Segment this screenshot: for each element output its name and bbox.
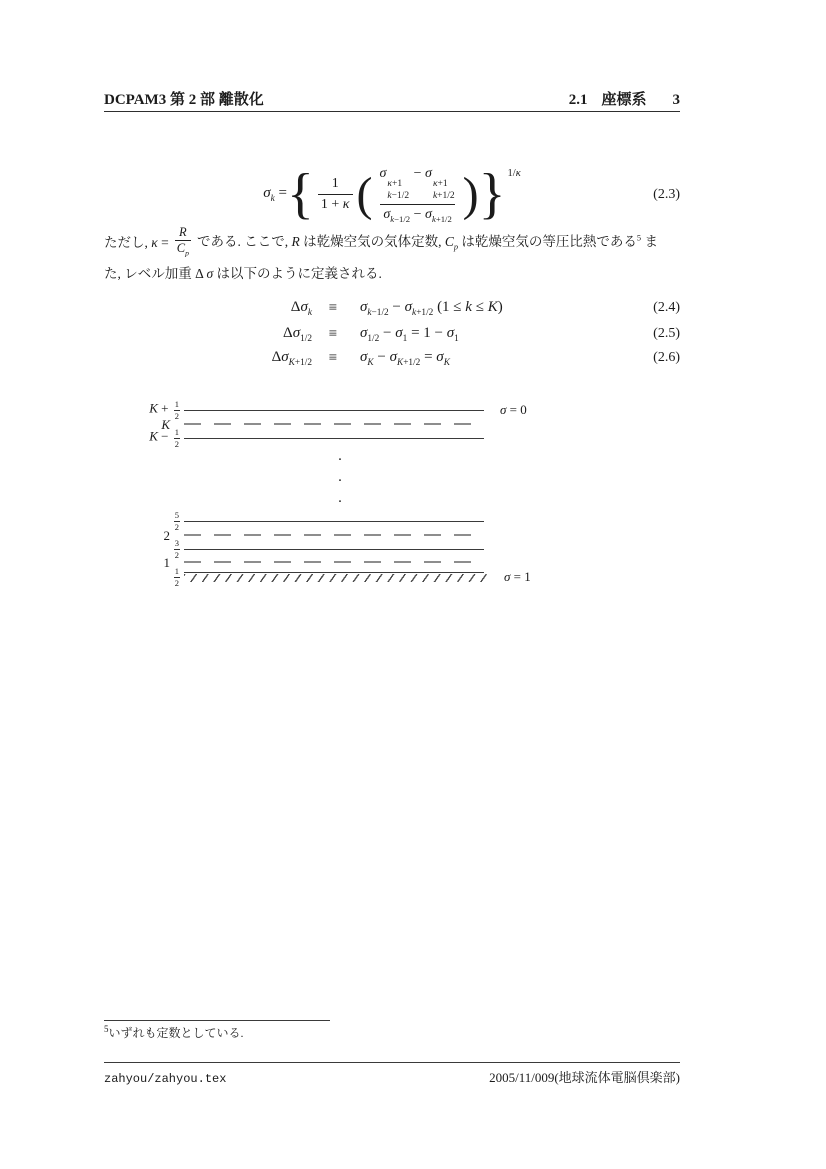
ellipsis-dot: · — [337, 494, 343, 510]
level-label: K − $\frac{1}{2}$ — [149, 427, 179, 449]
eq26-rhs: $\sigma_K - \sigma_{K+1/2} = \sigma_K$ — [360, 348, 450, 368]
ellipsis-dot: · — [337, 452, 343, 468]
level-label: 2 — [163, 527, 170, 543]
equation-2-3-math — [263, 165, 521, 225]
surface-line — [184, 572, 484, 573]
kappa-fraction — [175, 225, 191, 258]
header-section-title: 座標系 — [601, 92, 647, 108]
equation-2-6 — [104, 345, 680, 371]
footer-rule — [104, 1062, 680, 1063]
footer-date-credit: 2005/11/009(地球流体電脳倶楽部) — [489, 1070, 680, 1085]
paragraph-line-2: た, レベル加重 Δ σ は以下のように定義される. — [104, 266, 382, 281]
header-section — [569, 88, 680, 109]
level-row-1/2-surface — [104, 566, 664, 588]
coef-numerator: 1 — [331, 176, 339, 192]
coefficient-fraction — [318, 175, 353, 214]
header-chapter-title: DCPAM3 第 2 部 離散化 — [104, 92, 264, 108]
footnote-rule — [104, 1020, 330, 1021]
header-rule — [104, 111, 680, 112]
eq25-lhs: $\Delta\sigma_{1/2}$ — [283, 324, 312, 344]
footnote-text: いずれも定数としている. — [108, 1026, 244, 1040]
equation-number: (2.6) — [653, 350, 680, 365]
half-level-line — [184, 549, 484, 550]
full-level-line — [184, 561, 484, 563]
page-header — [104, 88, 680, 109]
equation-number: (2.5) — [653, 326, 680, 341]
vertical-ellipsis — [330, 450, 350, 513]
equation-2-5 — [104, 321, 680, 347]
level-label: $\frac{3}{2}$ — [174, 538, 179, 560]
eq24-relation: ≡ — [328, 299, 338, 316]
main-fraction — [377, 165, 459, 225]
level-label: K — [161, 416, 170, 432]
eq26-lhs: $\Delta\sigma_{K+1/2}$ — [271, 348, 312, 368]
left-paren: ( — [356, 167, 373, 221]
ellipsis-dot: · — [337, 473, 343, 489]
main-denominator: $\sigma_{k-1/2} - \sigma_{k+1/2}$ — [380, 204, 454, 225]
coef-denominator: 1 + κ — [318, 194, 353, 214]
half-level-line — [184, 521, 484, 522]
right-paren: ) — [462, 167, 479, 221]
full-level-line — [184, 423, 484, 425]
eq24-rhs: $\sigma_{k-1/2} - \sigma_{k+1/2}$ (1 ≤ k ≤ K) — [360, 298, 503, 318]
page-footer — [104, 1067, 680, 1086]
level-label: $\frac{5}{2}$ — [174, 510, 179, 532]
footnote — [104, 1024, 244, 1041]
eq23-lhs: $\sigma_k$ = — [263, 185, 287, 205]
surface-hatching — [184, 574, 488, 582]
kappa-frac-denominator: $C_p$ — [176, 240, 189, 258]
ground-surface — [184, 572, 488, 582]
sigma-levels-figure — [104, 400, 664, 600]
footnote-marker: 5 — [104, 1024, 109, 1034]
equation-2-4 — [104, 295, 680, 321]
sigma-bottom-label: σ = 1 — [504, 569, 531, 584]
level-label: $\frac{1}{2}$ — [174, 566, 179, 588]
equation-number: (2.4) — [653, 300, 680, 315]
eq25-rhs: $\sigma_{1/2} - \sigma_1 = 1 - \sigma_1$ — [360, 324, 459, 344]
left-brace: { — [287, 163, 314, 226]
equation-number: (2.3) — [653, 187, 680, 202]
header-page-number: 3 — [672, 92, 680, 108]
level-label: K + $\frac{1}{2}$ — [149, 399, 179, 421]
footer-filename: zahyou/zahyou.tex — [104, 1072, 227, 1086]
full-level-line — [184, 534, 484, 536]
half-level-line — [184, 410, 484, 411]
level-row-K-1/2 — [104, 427, 664, 449]
eq25-relation: ≡ — [328, 325, 338, 342]
paragraph-line1-post: である. ここで, R は乾燥空気の気体定数, $C_p$ は乾燥空気の等圧比熱である$^5$ ま — [196, 233, 658, 252]
paragraph-line1-pre: ただし, κ = — [104, 235, 169, 250]
header-section-number: 2.1 — [568, 92, 588, 108]
eq24-lhs: $\Delta\sigma_k$ — [290, 298, 312, 318]
kappa-frac-numerator: R — [179, 224, 187, 239]
body-paragraph — [104, 222, 704, 282]
sigma-top-label: σ = 0 — [500, 402, 527, 417]
level-label: 1 — [163, 554, 170, 570]
outer-exponent: 1/κ — [507, 168, 521, 180]
eq26-relation: ≡ — [328, 349, 338, 366]
half-level-line — [184, 438, 484, 439]
paragraph-line-1 — [104, 222, 704, 260]
main-numerator: σ κ+1 k−1/2 − σ κ+1 k+1/2 — [379, 166, 455, 201]
right-brace: } — [478, 163, 506, 226]
